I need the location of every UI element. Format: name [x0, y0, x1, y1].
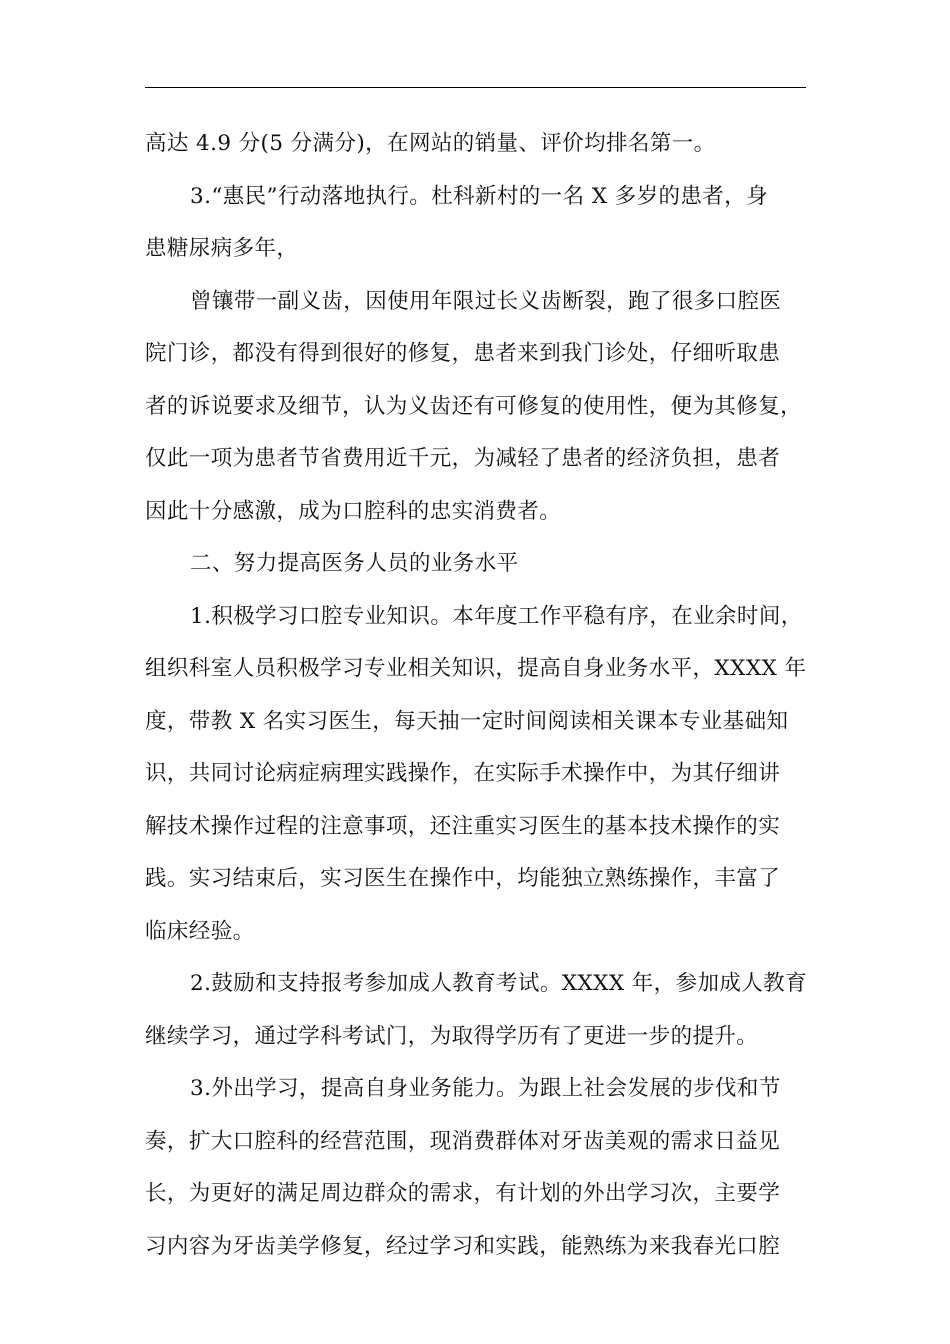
- text-line: 曾镶带一副义齿，因使用年限过长义齿断裂，跑了很多口腔医: [190, 288, 782, 314]
- paragraph-p3: [145, 276, 825, 539]
- document-body: [145, 118, 825, 1273]
- text-line: 者的诉说要求及细节，认为义齿还有可修复的使用性，便为其修复，: [145, 393, 803, 419]
- text-line: 仅此一项为患者节省费用近千元，为减轻了患者的经济负担，患者: [145, 446, 781, 471]
- text-line: 奏，扩大口腔科的经营范围，现消费群体对牙齿美观的需求日益见: [145, 1128, 781, 1154]
- text-line: 长，为更好的满足周边群众的需求，有计划的外出学习次，主要学: [145, 1181, 781, 1206]
- paragraph-p2: [145, 171, 825, 276]
- paragraph-p4: [145, 538, 825, 591]
- text-line: 习内容为牙齿美学修复，经过学习和实践，能熟练为来我春光口腔: [145, 1233, 781, 1259]
- text-line: 识，共同讨论病症病理实践操作，在实际手术操作中，为其仔细讲: [145, 761, 781, 786]
- text-line: 组织科室人员积极学习专业相关知识，提高自身业务水平，XXXX 年: [145, 656, 807, 681]
- paragraph-p5: [145, 591, 825, 959]
- text-line: 践。实习结束后，实习医生在操作中，均能独立熟练操作，丰富了: [145, 866, 781, 891]
- paragraph-p7: [145, 1063, 825, 1273]
- section-heading: 二、努力提高医务人员的业务水平: [190, 551, 519, 576]
- text-line: 解技术操作过程的注意事项，还注重实习医生的基本技术操作的实: [145, 813, 781, 839]
- text-line: 高达 4.9 分(5 分满分)，在网站的销量、评价均排名第一。: [145, 131, 716, 156]
- header-rule: [145, 87, 806, 88]
- text-line: 2.鼓励和支持报考参加成人教育考试。XXXX 年，参加成人教育: [190, 971, 807, 996]
- text-line: 继续学习，通过学科考试门，为取得学历有了更进一步的提升。: [145, 1023, 759, 1049]
- text-line: 3.外出学习，提高自身业务能力。为跟上社会发展的步伐和节: [190, 1076, 781, 1101]
- text-line: 度，带教 X 名实习医生，每天抽一定时间阅读相关课本专业基础知: [145, 708, 789, 734]
- text-line: 患糖尿病多年，: [145, 236, 299, 261]
- text-line: 因此十分感激，成为口腔科的忠实消费者。: [145, 498, 562, 524]
- text-line: 1.积极学习口腔专业知识。本年度工作平稳有序，在业余时间，: [190, 603, 803, 629]
- text-line: 3.“惠民”行动落地执行。杜科新村的一名 X 多岁的患者，身: [190, 183, 768, 209]
- paragraph-p1: [145, 118, 825, 171]
- paragraph-p6: [145, 958, 825, 1063]
- text-line: 院门诊，都没有得到很好的修复，患者来到我门诊处，仔细听取患: [145, 341, 781, 366]
- text-line: 临床经验。: [145, 918, 255, 944]
